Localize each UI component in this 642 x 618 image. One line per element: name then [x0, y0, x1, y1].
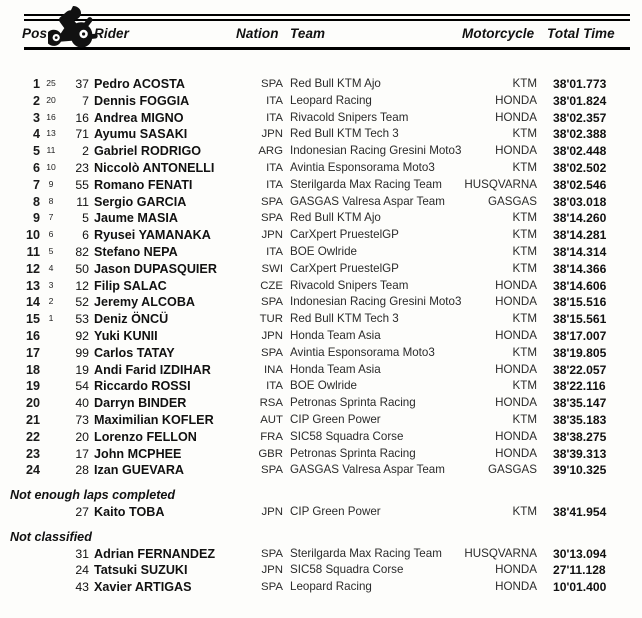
- column-header-pos: Pos: [22, 26, 48, 41]
- row-position: 2: [32, 93, 40, 108]
- row-motorcycle: HONDA: [495, 93, 537, 107]
- row-team: Red Bull KTM Ajo: [290, 77, 381, 90]
- row-nation: ITA: [266, 111, 283, 124]
- row-team: CIP Green Power: [290, 412, 381, 426]
- row-team: SIC58 Squadra Corse: [290, 563, 404, 577]
- row-rider-name: Adrian FERNANDEZ: [94, 546, 216, 561]
- row-motorcycle: HONDA: [495, 328, 537, 342]
- column-header-total-time: Total Time: [547, 26, 615, 41]
- row-rider-name: Jaume MASIA: [94, 211, 178, 226]
- table-row: [0, 210, 642, 227]
- row-rider-number: 24: [75, 563, 89, 578]
- row-total-time: 39'10.325: [553, 463, 607, 478]
- table-row: [0, 110, 642, 127]
- row-nation: SPA: [261, 78, 283, 90]
- row-team: Avintia Esponsorama Moto3: [290, 160, 435, 174]
- row-position: 7: [32, 177, 40, 192]
- row-points: 3: [48, 279, 54, 290]
- row-rider-number: 5: [82, 211, 89, 226]
- row-points: 5: [48, 245, 54, 256]
- row-position: 12: [25, 261, 40, 276]
- table-row: [0, 446, 642, 463]
- row-rider-name: Dennis FOGGIA: [94, 93, 190, 108]
- row-motorcycle: KTM: [512, 211, 537, 225]
- row-rider-number: 28: [75, 463, 89, 478]
- row-rider-number: 23: [75, 160, 89, 175]
- row-position: 20: [25, 396, 40, 411]
- row-position: 18: [25, 362, 40, 377]
- row-rider-number: 43: [75, 580, 89, 595]
- row-position: 8: [32, 194, 40, 209]
- row-total-time: 38'02.448: [553, 144, 607, 159]
- section-title: Not enough laps completed: [10, 488, 176, 503]
- header-rule-bottom: [24, 47, 630, 50]
- row-team: Petronas Sprinta Racing: [290, 396, 416, 410]
- row-rider-name: Sergio GARCIA: [94, 194, 187, 209]
- row-nation: TUR: [259, 313, 283, 326]
- row-points: 1: [48, 313, 54, 324]
- row-rider-name: Darryn BINDER: [94, 396, 187, 411]
- row-nation: SPA: [261, 547, 283, 560]
- row-rider-number: 55: [75, 177, 89, 192]
- table-row: [0, 76, 642, 93]
- row-rider-number: 71: [75, 127, 89, 142]
- row-rider-name: Deniz ÖNCÜ: [94, 312, 169, 327]
- row-position: 24: [25, 463, 40, 478]
- table-row: [0, 345, 642, 362]
- table-row: [0, 504, 642, 521]
- row-rider-name: Maximilian KOFLER: [94, 412, 214, 427]
- row-rider-number: 17: [75, 446, 89, 461]
- row-rider-number: 27: [75, 504, 89, 519]
- row-motorcycle: KTM: [512, 160, 537, 174]
- row-points: 10: [46, 161, 56, 172]
- row-points: 25: [46, 78, 56, 88]
- table-row: [0, 429, 642, 446]
- row-rider-name: Lorenzo FELLON: [94, 429, 197, 444]
- table-row: [0, 562, 642, 579]
- row-points: 4: [48, 262, 54, 273]
- row-team: BOE Owlride: [290, 379, 358, 393]
- column-header-rider: Rider: [94, 26, 130, 41]
- row-team: Sterilgarda Max Racing Team: [290, 177, 442, 191]
- row-total-time: 38'02.546: [553, 177, 607, 192]
- row-position: 4: [32, 127, 40, 142]
- row-position: 15: [25, 312, 40, 327]
- row-nation: SPA: [261, 212, 283, 225]
- row-rider-number: 40: [75, 396, 89, 411]
- row-team: Leopard Racing: [290, 93, 372, 107]
- row-points: 6: [48, 229, 54, 240]
- row-motorcycle: HONDA: [495, 144, 537, 158]
- row-total-time: 38'02.502: [553, 160, 607, 175]
- row-position: 16: [25, 328, 40, 343]
- table-row: [0, 311, 642, 328]
- row-team: Red Bull KTM Tech 3: [290, 127, 399, 141]
- row-team: Red Bull KTM Tech 3: [290, 312, 399, 326]
- row-team: Honda Team Asia: [290, 328, 381, 342]
- header-rule-top-lower: [24, 19, 630, 21]
- row-total-time: 38'14.281: [553, 228, 607, 243]
- table-row: [0, 227, 642, 244]
- row-nation: CZE: [260, 279, 283, 292]
- row-rider-name: Ryusei YAMANAKA: [94, 228, 211, 243]
- row-rider-number: 19: [75, 362, 89, 377]
- table-row: [0, 328, 642, 345]
- table-row: [0, 177, 642, 194]
- row-motorcycle: HONDA: [495, 278, 537, 292]
- row-rider-number: 52: [75, 295, 89, 310]
- row-rider-number: 92: [75, 328, 89, 343]
- row-motorcycle: HONDA: [495, 362, 537, 376]
- row-position: 5: [32, 144, 40, 159]
- row-team: Indonesian Racing Gresini Moto3: [290, 144, 462, 158]
- row-team: Rivacold Snipers Team: [290, 278, 409, 292]
- row-team: GASGAS Valresa Aspar Team: [290, 194, 445, 208]
- row-points: 20: [46, 94, 56, 105]
- row-total-time: 38'01.824: [553, 93, 607, 108]
- section-title: Not classified: [10, 529, 92, 544]
- row-rider-name: Kaito TOBA: [94, 504, 165, 519]
- row-total-time: 38'19.805: [553, 345, 607, 360]
- row-nation: JPN: [261, 505, 283, 518]
- row-nation: ITA: [266, 245, 283, 258]
- row-team: CarXpert PruestelGP: [290, 261, 399, 275]
- row-points: 7: [48, 212, 54, 223]
- row-motorcycle: HONDA: [495, 396, 537, 410]
- row-motorcycle: GASGAS: [488, 463, 537, 477]
- row-total-time: 38'35.147: [553, 396, 607, 411]
- row-rider-name: Niccolò ANTONELLI: [94, 160, 215, 175]
- row-motorcycle: KTM: [512, 345, 537, 359]
- table-row: [0, 278, 642, 295]
- row-motorcycle: HONDA: [495, 110, 537, 124]
- row-nation: SPA: [261, 195, 283, 208]
- row-total-time: 38'14.366: [553, 261, 607, 276]
- row-rider-number: 31: [75, 546, 89, 561]
- row-rider-name: Yuki KUNII: [94, 328, 158, 343]
- row-nation: INA: [264, 363, 283, 376]
- table-row: [0, 462, 642, 479]
- table-row: [0, 93, 642, 110]
- section-spacer: [0, 479, 642, 487]
- row-total-time: 10'01.400: [553, 580, 607, 595]
- row-team: CarXpert PruestelGP: [290, 228, 399, 242]
- row-rider-name: Gabriel RODRIGO: [94, 144, 202, 159]
- row-rider-name: Tatsuki SUZUKI: [94, 563, 188, 578]
- row-motorcycle: KTM: [512, 312, 537, 326]
- row-rider-number: 54: [75, 379, 89, 394]
- row-total-time: 38'17.007: [553, 328, 607, 343]
- row-points: 8: [48, 195, 54, 206]
- row-nation: JPN: [261, 128, 283, 141]
- row-nation: GBR: [258, 447, 283, 460]
- row-nation: ITA: [266, 380, 283, 393]
- row-total-time: 38'35.183: [553, 412, 607, 427]
- row-position: 11: [26, 244, 40, 259]
- row-points: 2: [48, 296, 54, 307]
- row-rider-name: John MCPHEE: [94, 446, 182, 461]
- row-position: 17: [25, 345, 40, 360]
- row-total-time: 38'38.275: [553, 429, 607, 444]
- row-rider-number: 37: [75, 77, 89, 91]
- row-nation: SPA: [261, 296, 283, 309]
- row-total-time: 38'41.954: [553, 504, 607, 519]
- row-nation: RSA: [259, 397, 283, 410]
- table-row: [0, 194, 642, 211]
- row-position: 19: [25, 379, 40, 394]
- table-row: [0, 395, 642, 412]
- row-rider-number: 50: [75, 261, 89, 276]
- table-row: [0, 294, 642, 311]
- row-motorcycle: KTM: [512, 261, 537, 275]
- row-points: 11: [46, 145, 56, 156]
- row-total-time: 38'14.314: [553, 244, 607, 259]
- table-row: [0, 160, 642, 177]
- row-rider-name: Romano FENATI: [94, 177, 193, 192]
- row-points: 9: [48, 178, 54, 189]
- row-motorcycle: GASGAS: [488, 194, 537, 208]
- row-position: 21: [25, 412, 40, 427]
- row-rider-number: 12: [75, 278, 89, 293]
- row-rider-number: 53: [75, 312, 89, 327]
- row-total-time: 38'39.313: [553, 446, 607, 461]
- table-row: [0, 378, 642, 395]
- row-team: Avintia Esponsorama Moto3: [290, 345, 435, 359]
- row-team: Indonesian Racing Gresini Moto3: [290, 295, 462, 309]
- row-rider-number: 7: [82, 93, 89, 108]
- row-total-time: 38'22.057: [553, 362, 607, 377]
- row-motorcycle: KTM: [512, 228, 537, 242]
- row-motorcycle: HUSQVARNA: [464, 177, 537, 191]
- row-nation: ARG: [258, 145, 283, 158]
- row-position: 9: [32, 211, 40, 226]
- row-rider-number: 73: [75, 412, 89, 427]
- row-motorcycle: HONDA: [495, 446, 537, 460]
- row-position: 3: [32, 110, 40, 125]
- row-rider-name: Andrea MIGNO: [94, 110, 184, 125]
- row-motorcycle: KTM: [512, 244, 537, 258]
- row-rider-name: Ayumu SASAKI: [94, 127, 188, 142]
- row-total-time: 38'22.116: [553, 379, 606, 394]
- row-nation: JPN: [261, 564, 283, 577]
- row-position: 6: [32, 160, 40, 175]
- table-row: [0, 362, 642, 379]
- row-nation: SPA: [261, 581, 283, 594]
- row-rider-number: 2: [82, 144, 89, 159]
- row-motorcycle: HUSQVARNA: [464, 546, 537, 560]
- row-position: 10: [25, 228, 40, 243]
- row-team: GASGAS Valresa Aspar Team: [290, 463, 445, 477]
- row-rider-number: 11: [76, 194, 89, 209]
- row-nation: SPA: [261, 346, 283, 359]
- table-header: [0, 0, 642, 58]
- row-rider-name: Jeremy ALCOBA: [94, 295, 196, 310]
- row-total-time: 38'15.516: [553, 295, 607, 310]
- column-header-nation: Nation: [236, 26, 279, 41]
- row-team: SIC58 Squadra Corse: [290, 429, 404, 443]
- row-rider-name: Andi Farid IZDIHAR: [94, 362, 211, 377]
- row-nation: JPN: [261, 229, 283, 242]
- table-row: [0, 143, 642, 160]
- row-rider-name: Carlos TATAY: [94, 345, 175, 360]
- row-nation: AUT: [260, 413, 283, 426]
- row-total-time: 38'01.773: [553, 77, 607, 91]
- row-rider-name: Pedro ACOSTA: [94, 77, 185, 91]
- row-team: Leopard Racing: [290, 580, 372, 594]
- row-position: 14: [25, 295, 40, 310]
- row-rider-number: 16: [75, 110, 89, 125]
- row-motorcycle: KTM: [512, 504, 537, 518]
- row-team: Honda Team Asia: [290, 362, 381, 376]
- row-total-time: 30'13.094: [553, 546, 607, 561]
- row-nation: JPN: [261, 329, 283, 342]
- table-row: [0, 244, 642, 261]
- row-motorcycle: HONDA: [495, 295, 537, 309]
- row-motorcycle: KTM: [512, 77, 537, 90]
- row-team: CIP Green Power: [290, 504, 381, 518]
- row-team: BOE Owlride: [290, 244, 358, 258]
- row-rider-number: 99: [75, 345, 89, 360]
- row-total-time: 38'02.357: [553, 110, 607, 125]
- row-rider-name: Filip SALAC: [94, 278, 167, 293]
- row-points: 13: [46, 128, 56, 139]
- section-spacer: [0, 521, 642, 529]
- row-motorcycle: KTM: [512, 412, 537, 426]
- results-body: [0, 76, 642, 596]
- row-team: Petronas Sprinta Racing: [290, 446, 416, 460]
- row-total-time: 38'03.018: [553, 194, 607, 209]
- row-total-time: 38'14.606: [553, 278, 607, 293]
- row-nation: ITA: [266, 94, 283, 107]
- row-points: 16: [46, 111, 56, 122]
- row-motorcycle: HONDA: [495, 429, 537, 443]
- row-position: 13: [25, 278, 40, 293]
- row-team: Rivacold Snipers Team: [290, 110, 409, 124]
- row-total-time: 38'15.561: [553, 312, 607, 327]
- column-header-motorcycle: Motorcycle: [462, 26, 535, 41]
- table-row: [0, 261, 642, 278]
- row-rider-name: Jason DUPASQUIER: [94, 261, 217, 276]
- row-motorcycle: KTM: [512, 379, 537, 393]
- row-nation: FRA: [260, 430, 283, 443]
- row-position: 22: [25, 429, 40, 444]
- row-rider-number: 20: [75, 429, 89, 444]
- row-nation: ITA: [266, 161, 283, 174]
- header-rule-top-upper: [24, 14, 630, 16]
- row-rider-number: 6: [82, 228, 89, 243]
- row-total-time: 27'11.128: [553, 563, 606, 578]
- table-row: [0, 126, 642, 143]
- row-team: Sterilgarda Max Racing Team: [290, 546, 442, 560]
- section-header-not-classified: [0, 529, 642, 546]
- section-header-not-enough-laps: [0, 487, 642, 504]
- row-rider-name: Izan GUEVARA: [94, 463, 185, 478]
- row-nation: ITA: [266, 178, 283, 191]
- row-motorcycle: HONDA: [495, 563, 537, 577]
- row-motorcycle: HONDA: [495, 580, 537, 594]
- row-nation: SPA: [261, 464, 283, 477]
- column-header-team: Team: [290, 26, 326, 41]
- row-rider-name: Riccardo ROSSI: [94, 379, 191, 394]
- table-row: [0, 546, 642, 563]
- row-position: 1: [32, 77, 40, 91]
- table-row: [0, 579, 642, 596]
- row-rider-name: Stefano NEPA: [94, 244, 178, 259]
- row-nation: SWI: [261, 262, 283, 275]
- row-motorcycle: KTM: [512, 127, 537, 141]
- row-total-time: 38'02.388: [553, 127, 607, 142]
- row-position: 23: [25, 446, 40, 461]
- table-row: [0, 412, 642, 429]
- row-team: Red Bull KTM Ajo: [290, 211, 381, 225]
- row-rider-name: Xavier ARTIGAS: [94, 580, 192, 595]
- row-total-time: 38'14.260: [553, 211, 607, 226]
- row-rider-number: 82: [75, 244, 89, 259]
